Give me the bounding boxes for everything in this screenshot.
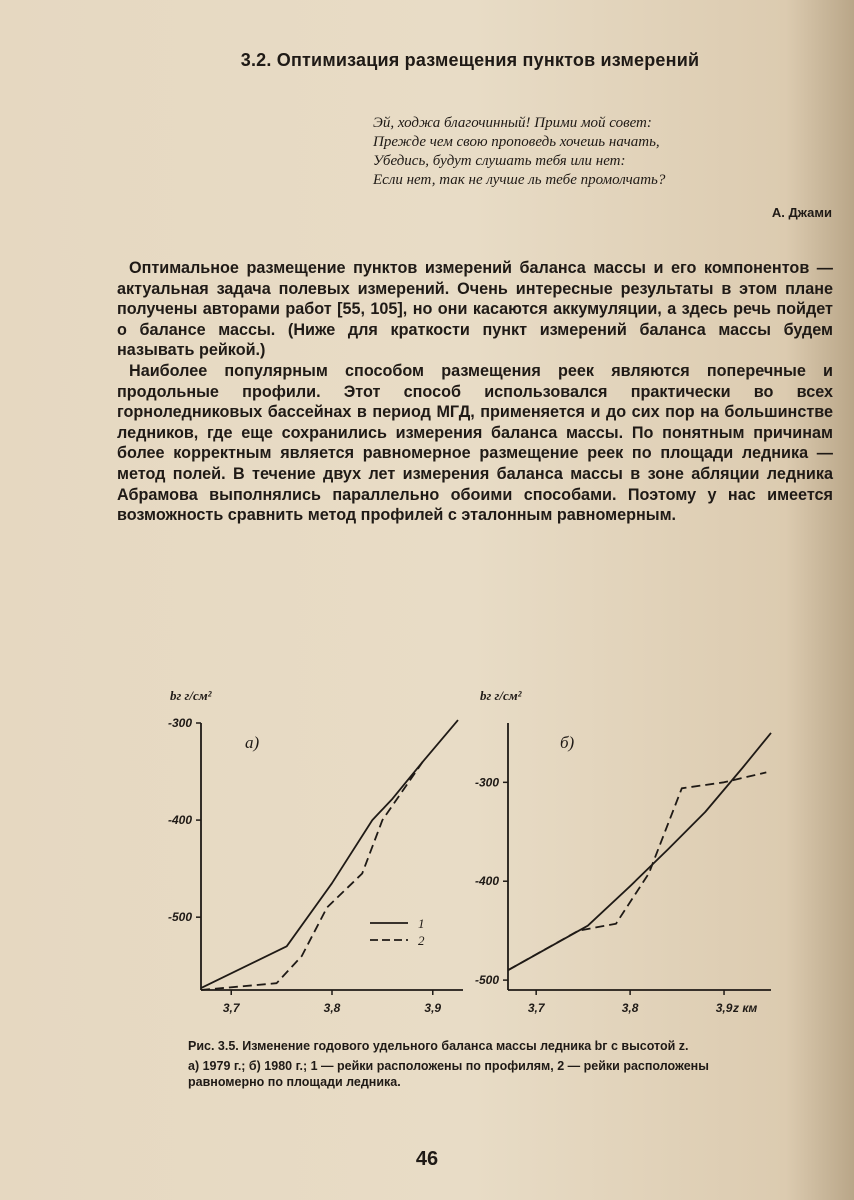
x-tick-label: 3,8 (621, 1001, 639, 1015)
x-tick-label: 3,9 (715, 1001, 733, 1015)
figure-svg (150, 680, 790, 1020)
y-axis-label: bг г/см² (480, 688, 522, 703)
epigraph-line: Эй, ходжа благочинный! Прими мой совет: (373, 115, 652, 131)
x-tick-label: 3,9 (424, 1001, 442, 1015)
body-text (117, 258, 833, 526)
caption-legend: а) 1979 г.; б) 1980 г.; 1 — рейки расположены по профилям, 2 — рейки расположены равномерно по площади ледника. (188, 1059, 709, 1089)
x-tick-label: 3,8 (323, 1001, 341, 1015)
caption-title: Рис. 3.5. Изменение годового удельного баланса массы ледника bг с высотой z. (188, 1039, 689, 1053)
x-tick-label: 3,7 (222, 1001, 240, 1015)
x-tick-label: 3,7 (527, 1001, 545, 1015)
legend-label: 2 (418, 933, 425, 948)
series-line-1 (508, 733, 771, 970)
panel-label: б) (560, 733, 575, 752)
y-tick-label: -500 (167, 910, 192, 925)
legend-label: 1 (418, 916, 425, 931)
section-heading: 3.2. Оптимизация размещения пунктов измерений (240, 50, 700, 70)
paragraph: Оптимальное размещение пунктов измерений баланса массы и его компонентов — актуальная задача полевых измерений. Очень интересные результаты в этом плане получены авторами работ [55, 105], но они касаются аккумуляции, а здесь речь пойдет о балансе массы. (Ниже для краткости пункт измерений баланса массы будем называть рейкой.) (117, 259, 833, 360)
epigraph-line: Если нет, так не лучше ль тебе промолчать? (373, 172, 666, 188)
series-line-2 (201, 762, 423, 990)
page-number: 46 (415, 1148, 439, 1170)
y-tick-label: -300 (474, 775, 499, 790)
epigraph-line: Убедись, будут слушать тебя или нет: (373, 153, 626, 169)
panel-label: а) (245, 733, 260, 752)
y-axis-label: bг г/см² (170, 688, 212, 703)
epigraph (373, 114, 843, 190)
y-tick-label: -400 (167, 813, 192, 828)
y-tick-label: -500 (474, 973, 499, 988)
epigraph-author: А. Джами (771, 205, 832, 220)
epigraph-line: Прежде чем свою проповедь хочешь начать, (373, 134, 660, 150)
series-line-2 (508, 772, 766, 970)
y-tick-label: -300 (167, 716, 192, 730)
paragraph: Наиболее популярным способом размещения реек являются поперечные и продольные профили. Этот способ использовался практически во всех горноледниковых бассейнах в период МГД, применяется и до сих пор на большинстве ледников, где еще сохранились измерения баланса массы. По понятным причинам более корректным является равномерное размещение реек по площади ледника — метод полей. В течение двух лет измерения баланса массы в зоне абляции ледника Абрамова выполнялись параллельно обоими способами. Поэтому у нас имеется возможность сравнить метод профилей с эталонным равномерным. (117, 361, 833, 525)
figure-3-5 (150, 680, 790, 1020)
y-tick-label: -400 (474, 874, 499, 889)
x-axis-label: z км (733, 1001, 758, 1015)
figure-caption (188, 1038, 788, 1090)
